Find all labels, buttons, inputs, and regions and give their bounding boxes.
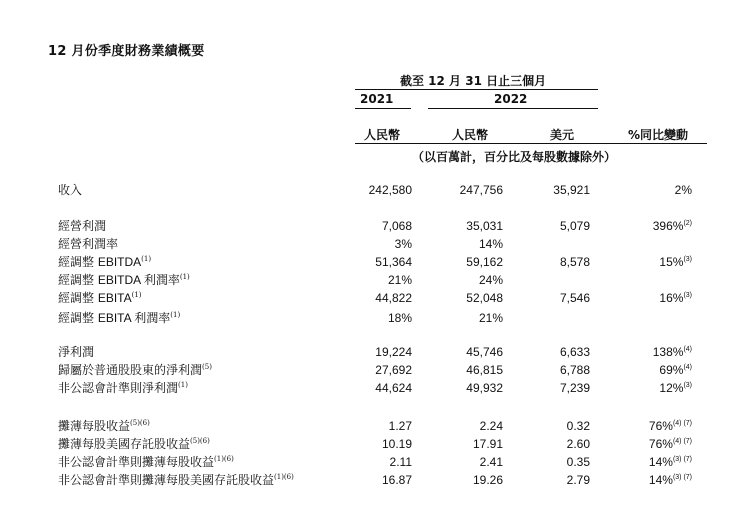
- footnote-ref: (5)(6): [130, 419, 150, 427]
- table-row: [0, 418, 750, 434]
- table-row: [0, 182, 750, 198]
- table-row: [0, 344, 750, 360]
- footnote-ref: (5): [202, 363, 212, 371]
- value-usd: 2.60: [566, 437, 590, 451]
- value-2021: 51,364: [375, 255, 412, 269]
- value-yoy-text: 396%: [652, 219, 684, 233]
- table-row: [0, 218, 750, 234]
- year-2022-underline: [428, 108, 598, 109]
- row-label: [58, 218, 106, 234]
- value-2021: 27,692: [375, 363, 412, 377]
- value-usd: 7,239: [559, 381, 590, 395]
- footnote-ref: (3): [683, 382, 692, 389]
- footnote-ref: (5)(6): [190, 437, 210, 445]
- value-2022: 2.41: [479, 455, 503, 469]
- value-2021: 2.11: [389, 455, 412, 469]
- row-label: [58, 290, 142, 306]
- value-yoy-text: 14%: [648, 473, 673, 487]
- row-label-text: 經營利潤: [58, 219, 107, 233]
- value-yoy-text: 16%: [659, 291, 684, 305]
- row-label: [58, 310, 180, 326]
- value-2022: 19.26: [472, 473, 503, 487]
- row-label-text: 歸屬於普通股股東的淨利潤: [58, 363, 203, 377]
- row-label-text: 非公認會計準則攤薄每股收益: [58, 455, 215, 469]
- row-label-text: 收入: [58, 183, 83, 197]
- table-row: [0, 236, 750, 252]
- table-row: [0, 290, 750, 306]
- value-usd: 35,921: [553, 183, 590, 197]
- row-label: [58, 436, 210, 452]
- table-row: [0, 254, 750, 270]
- row-label: [58, 380, 188, 396]
- year-2021-header: 2021: [360, 92, 394, 106]
- value-yoy: [659, 362, 692, 378]
- footnote-ref: (1): [170, 311, 181, 319]
- value-2021: 19,224: [375, 345, 412, 359]
- value-2022: 14%: [478, 237, 503, 251]
- value-usd: 0.32: [566, 419, 590, 433]
- value-yoy-text: 12%: [659, 381, 684, 395]
- col-rmb-2021-header: 人民幣: [364, 128, 401, 142]
- footnote-ref: (3) (7): [672, 456, 692, 463]
- value-2021: 10.19: [381, 437, 412, 451]
- row-label: [58, 236, 118, 252]
- value-2022: 59,162: [466, 255, 503, 269]
- footnote-ref: (4): [683, 346, 692, 353]
- row-label: [58, 272, 190, 288]
- period-underline: [355, 89, 598, 90]
- value-usd: 0.35: [566, 455, 590, 469]
- table-row: [0, 310, 750, 326]
- value-2022: 49,932: [466, 381, 503, 395]
- footnote-ref: (1)(6): [274, 473, 294, 481]
- value-2021: 242,580: [368, 183, 412, 197]
- value-2022: 46,815: [466, 363, 503, 377]
- row-label-latin: EBITA 利潤率: [97, 311, 171, 325]
- row-label-latin: EBITDA: [97, 255, 142, 269]
- value-2022: 247,756: [459, 183, 503, 197]
- row-label-text: 經調整: [58, 291, 98, 305]
- row-label-latin: EBITA: [97, 291, 132, 305]
- value-2021: 21%: [387, 273, 412, 287]
- row-label-text: 非公認會計準則攤薄每股美國存託股收益: [58, 473, 275, 487]
- value-2022: 35,031: [466, 219, 503, 233]
- row-label: [58, 418, 150, 434]
- row-label: [58, 454, 234, 470]
- row-label-text: 經調整: [58, 255, 98, 269]
- value-yoy-text: 69%: [659, 363, 684, 377]
- value-usd: 6,788: [559, 363, 590, 377]
- footnote-ref: (1): [179, 273, 190, 281]
- value-yoy: [659, 254, 692, 270]
- value-2021: 3%: [394, 237, 412, 251]
- page-title: 12 月份季度財務業績概要: [48, 44, 205, 59]
- units-note: （以百萬計，百分比及每股數據除外）: [412, 150, 617, 164]
- value-2021: 16.87: [381, 473, 412, 487]
- table-row: [0, 472, 750, 488]
- value-usd: 2.79: [566, 473, 590, 487]
- value-2021: 44,822: [375, 291, 412, 305]
- row-label: [58, 362, 212, 378]
- value-usd: 6,633: [559, 345, 590, 359]
- footnote-ref: (1)(6): [214, 455, 234, 463]
- value-usd: 7,546: [559, 291, 590, 305]
- footnote-ref: (3): [683, 292, 692, 299]
- columns-underline: [355, 143, 707, 144]
- row-label-latin: EBITDA 利潤率: [97, 273, 180, 287]
- row-label-text: 攤薄每股收益: [58, 419, 131, 433]
- col-yoy-header: %同比變動: [628, 128, 689, 142]
- value-2022: 17.91: [472, 437, 503, 451]
- row-label: [58, 182, 82, 198]
- row-label-text: 淨利潤: [58, 345, 95, 359]
- value-yoy-text: 138%: [652, 345, 684, 359]
- col-usd-header: 美元: [550, 128, 575, 142]
- row-label-text: 經調整: [58, 311, 98, 325]
- value-usd: 5,079: [559, 219, 590, 233]
- value-2021: 18%: [387, 311, 412, 325]
- value-yoy: [649, 418, 692, 434]
- value-yoy-text: 2%: [674, 183, 692, 197]
- value-yoy-text: 76%: [648, 437, 673, 451]
- footnote-ref: (3) (7): [672, 474, 692, 481]
- footnote-ref: (1): [178, 381, 188, 389]
- footnote-ref: (3): [683, 256, 692, 263]
- value-yoy: [649, 436, 692, 452]
- value-yoy: [649, 454, 692, 470]
- value-yoy: [653, 344, 692, 360]
- row-label: [58, 472, 294, 488]
- value-usd: 8,578: [559, 255, 590, 269]
- row-label: [58, 344, 94, 360]
- value-yoy: [649, 472, 692, 488]
- period-header: 截至 12 月 31 日止三個月: [400, 74, 547, 88]
- value-2021: 1.27: [388, 419, 412, 433]
- value-yoy: [659, 290, 692, 306]
- value-yoy: [653, 218, 692, 234]
- value-2021: 7,068: [381, 219, 412, 233]
- col-rmb-2022-header: 人民幣: [452, 128, 489, 142]
- value-yoy: [659, 380, 692, 396]
- table-row: [0, 362, 750, 378]
- row-label-text: 攤薄每股美國存託股收益: [58, 437, 191, 451]
- footnote-ref: (2): [683, 220, 692, 227]
- value-2022: 24%: [478, 273, 503, 287]
- footnote-ref: (4) (7): [672, 420, 692, 427]
- value-yoy-text: 14%: [648, 455, 673, 469]
- value-yoy: [675, 182, 692, 198]
- footnote-ref: (1): [141, 255, 152, 263]
- value-2021: 44,624: [375, 381, 412, 395]
- value-yoy-text: 76%: [648, 419, 673, 433]
- row-label-text: 經調整: [58, 273, 98, 287]
- table-row: [0, 454, 750, 470]
- value-2022: 52,048: [466, 291, 503, 305]
- table-row: [0, 436, 750, 452]
- value-yoy-text: 15%: [659, 255, 684, 269]
- row-label: [58, 254, 151, 270]
- footnote-ref: (4) (7): [672, 438, 692, 445]
- value-2022: 45,746: [466, 345, 503, 359]
- row-label-text: 經營利潤率: [58, 237, 119, 251]
- value-2022: 2.24: [479, 419, 503, 433]
- row-label-text: 非公認會計準則淨利潤: [58, 381, 179, 395]
- year-2021-underline: [355, 108, 411, 109]
- year-2022-header: 2022: [494, 92, 528, 106]
- footnote-ref: (4): [683, 364, 692, 371]
- table-row: [0, 272, 750, 288]
- footnote-ref: (1): [131, 291, 142, 299]
- table-row: [0, 380, 750, 396]
- value-2022: 21%: [478, 311, 503, 325]
